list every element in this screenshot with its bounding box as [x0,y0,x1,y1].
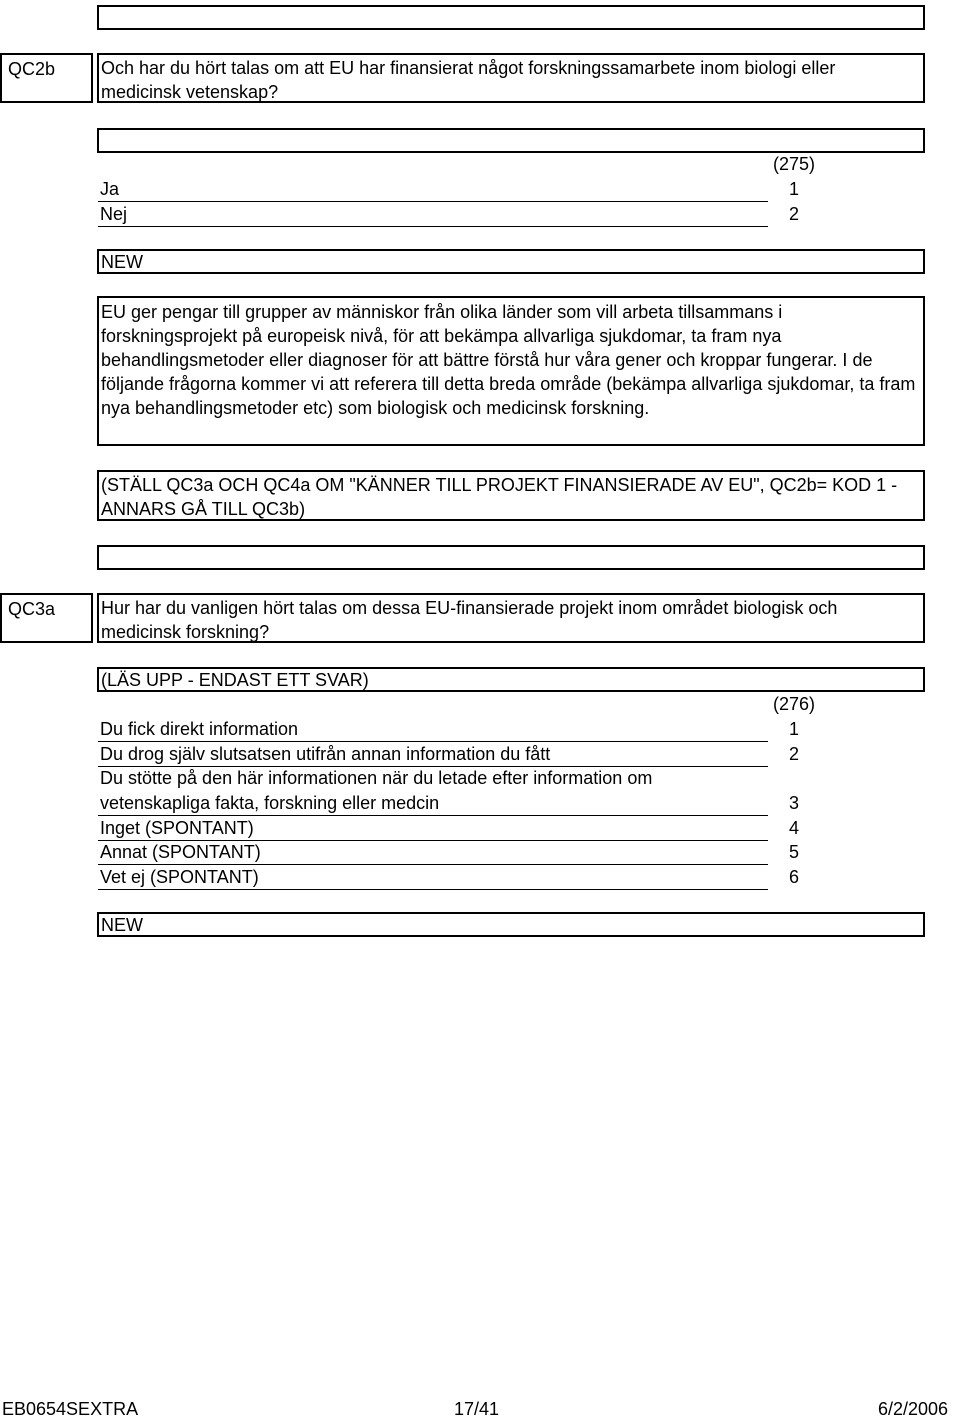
option-code-1: 1 [788,719,799,739]
explanation-text: EU ger pengar till grupper av människor från olika länder som vill arbeta tillsammans i forskningsprojekt på europeisk nivå, för att bekämpa allvarliga sjukdomar, ta fram nya behandlingsmetoder eller diagnoser för att bättre förstå hur våra gener och kroppar fungerar. I de följande frågorna kommer vi att referera till detta breda område (bekämpa allvarliga sjukdomar, ta fram nya behandlingsmetoder etc) som biologisk och medicinsk forskning. [101,302,916,418]
option-label-6: Vet ej (SPONTANT) [100,867,259,887]
option-code-nej: 2 [788,204,799,224]
footer-document-id: EB0654SEXTRA [2,1399,139,1419]
variable-number-275: (275) [772,154,816,174]
filter-instruction-text: (STÄLL QC3a OCH QC4a OM "KÄNNER TILL PROJEKT FINANSIERADE AV EU", QC2b= KOD 1 - ANNARS GÅ TILL QC3b) [101,475,898,519]
question-code-box-qc2b [0,53,93,103]
filter-instruction-box [97,470,925,521]
option-code-3: 3 [788,793,799,813]
footer-page-number: 17/41 [454,1399,500,1419]
question-code-qc2b: QC2b [8,59,56,79]
instruction-text: (LÄS UPP - ENDAST ETT SVAR) [101,670,369,690]
new-box-2 [97,912,925,937]
option-label-3-line1: Du stötte på den här informationen när du letade efter information om [100,768,653,788]
question-box-qc3a [97,593,925,643]
question-box-qc2b [97,53,925,103]
option-code-4: 4 [788,818,799,838]
option-code-2: 2 [788,744,799,764]
new-label-1: NEW [101,252,143,272]
option-row-nej [98,202,768,227]
option-label-nej: Nej [100,204,128,224]
option-label-3-line2: vetenskapliga fakta, forskning eller medcin [100,793,440,813]
question-code-qc3a: QC3a [8,599,56,619]
option-code-ja: 1 [788,179,799,199]
question-text-qc3a: Hur har du vanligen hört talas om dessa EU-finansierade projekt inom området biologisk och medicinsk forskning? [101,598,838,642]
top-empty-box [97,5,925,30]
question-text-qc2b: Och har du hört talas om att EU har finansierat något forskningssamarbete inom biologi eller medicinsk vetenskap? [101,58,836,102]
empty-box-2 [97,128,925,153]
instruction-box [97,667,925,692]
question-code-box-qc3a [0,593,93,643]
option-code-5: 5 [788,842,799,862]
empty-box-3 [97,545,925,570]
option-label-ja: Ja [100,179,120,199]
footer-date: 6/2/2006 [878,1399,949,1419]
option-label-5: Annat (SPONTANT) [100,842,261,862]
explanation-box [97,296,925,446]
option-label-4: Inget (SPONTANT) [100,818,254,838]
new-box-1 [97,249,925,274]
new-label-2: NEW [101,915,143,935]
option-row-ja [98,177,768,202]
variable-number-276: (276) [772,694,816,714]
option-label-1: Du fick direkt information [100,719,299,739]
option-label-2: Du drog själv slutsatsen utifrån annan information du fått [100,744,551,764]
option-code-6: 6 [788,867,799,887]
